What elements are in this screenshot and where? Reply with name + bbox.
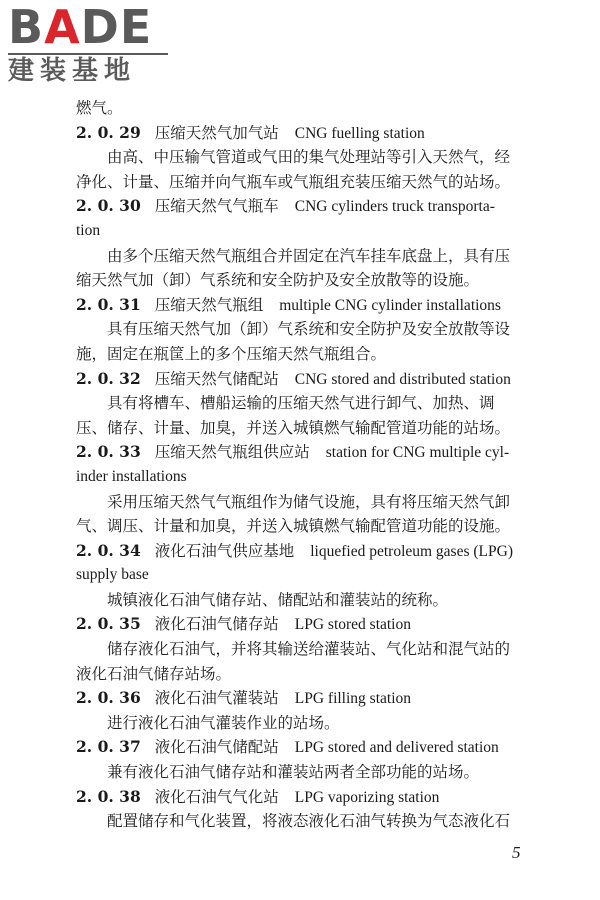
term-english: station for CNG multiple cyl- [325, 444, 510, 462]
clause-heading [76, 735, 540, 760]
definition-line: 燃气。 [76, 99, 123, 117]
definition-line: 压、储存、计量、加臭，并送入城镇燃气输配管道功能的站场。 [76, 418, 511, 437]
definition-line: 兼有液化石油气储存站和灌装站两者全部功能的站场。 [107, 763, 480, 782]
definition-line: 由高、中压输气管道或气田的集气处理站等引入天然气，经 [107, 148, 511, 167]
term-english: multiple CNG cylinder installations [279, 296, 501, 314]
logo-wordmark-text [8, 0, 152, 54]
definition-line: 净化、计量、压缩并向气瓶车或气瓶组充装压缩天然气的站场。 [76, 172, 511, 191]
clause-number: 2. 0. 35 [76, 614, 141, 634]
term-chinese: 压缩天然气气瓶车 [154, 197, 279, 216]
bade-logo [8, 2, 178, 90]
term-english: LPG vaporizing station [294, 788, 440, 806]
clause-heading [76, 686, 540, 711]
term-chinese: 液化石油气储配站 [154, 738, 279, 757]
clause-heading [76, 367, 540, 392]
definition-line: 液化石油气储存站场。 [76, 664, 232, 683]
clause-heading [76, 440, 540, 465]
term-english: CNG cylinders truck transporta- [294, 198, 495, 216]
definition-line: 气、调压、计量和加臭，并送入城镇燃气输配管道功能的设施。 [76, 517, 511, 536]
page-number: 5 [512, 843, 521, 862]
clause-heading [76, 293, 540, 318]
clause-heading [76, 612, 540, 637]
term-chinese: 液化石油气储存站 [154, 615, 279, 634]
definition-line: 施，固定在瓶筐上的多个压缩天然气瓶组合。 [76, 344, 387, 363]
definition-line: 具有将槽车、槽船运输的压缩天然气进行卸气、加热、调 [107, 394, 495, 413]
logo-letter: A [44, 0, 81, 54]
term-english: liquefied petroleum gases (LPG) [310, 542, 513, 560]
clause-number: 2. 0. 33 [76, 442, 141, 462]
definition-line: inder installations [76, 467, 187, 485]
term-chinese: 压缩天然气储配站 [154, 369, 279, 388]
definition-line: 城镇液化石油气储存站、储配站和灌装站的统称。 [107, 590, 449, 609]
term-chinese: 液化石油气气化站 [154, 787, 279, 806]
clause-heading [76, 194, 540, 219]
clause-number: 2. 0. 37 [76, 737, 141, 757]
clause-number: 2. 0. 38 [76, 786, 141, 806]
document-body [76, 96, 540, 834]
definition-line: supply base [76, 566, 149, 584]
definition-line: 缩天然气加（卸）气系统和安全防护及安全放散等的设施。 [76, 271, 480, 290]
clause-heading [76, 121, 540, 146]
term-chinese: 压缩天然气加气站 [154, 123, 279, 142]
term-chinese: 压缩天然气瓶组供应站 [154, 443, 310, 462]
term-english: LPG stored and delivered station [294, 739, 499, 757]
definition-line: 配置储存和气化装置，将液态液化石油气转换为气态液化石 [107, 812, 511, 831]
term-english: CNG stored and distributed station [294, 370, 511, 388]
clause-number: 2. 0. 30 [76, 196, 141, 216]
clause-number: 2. 0. 36 [76, 688, 141, 708]
definition-line: 储存液化石油气，并将其输送给灌装站、气化站和混气站的 [107, 640, 511, 659]
logo-chinese-name: 建装基地 [8, 56, 137, 86]
definition-line: tion [76, 221, 101, 239]
clause-number: 2. 0. 32 [76, 368, 141, 388]
clause-number: 2. 0. 31 [76, 294, 141, 314]
clause-heading [76, 539, 540, 564]
logo-letter: D [80, 0, 120, 54]
logo-letter: E [119, 0, 153, 54]
term-english: CNG fuelling station [294, 124, 425, 142]
definition-line: 采用压缩天然气气瓶组作为储气设施，具有将压缩天然气卸 [107, 492, 511, 511]
term-chinese: 液化石油气灌装站 [154, 689, 279, 708]
clause-heading [76, 785, 540, 810]
definition-line: 具有压缩天然气加（卸）气系统和安全防护及安全放散等设 [107, 320, 511, 339]
logo-wordmark [8, 2, 178, 52]
definition-line: 进行液化石油气灌装作业的站场。 [107, 713, 340, 732]
term-english: LPG stored station [294, 616, 411, 634]
clause-number: 2. 0. 29 [76, 122, 141, 142]
logo-letter: B [8, 0, 45, 54]
term-chinese: 液化石油气供应基地 [154, 541, 295, 560]
term-chinese: 压缩天然气瓶组 [154, 295, 264, 314]
term-english: LPG filling station [294, 690, 411, 708]
clause-number: 2. 0. 34 [76, 540, 141, 560]
definition-line: 由多个压缩天然气瓶组合并固定在汽车挂车底盘上，具有压 [107, 246, 511, 265]
